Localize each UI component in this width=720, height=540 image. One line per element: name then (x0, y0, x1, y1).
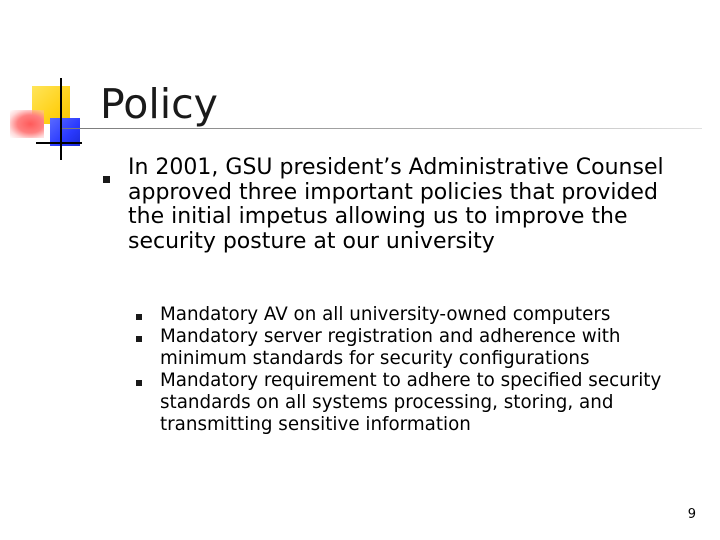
page-number: 9 (687, 507, 696, 522)
sub-bullet-item (136, 326, 706, 370)
sub-bullet-item (136, 304, 706, 326)
sub-bullet-text: Mandatory server registration and adherence with minimum standards for security configurations (160, 326, 621, 369)
vertical-line-decoration (60, 78, 62, 160)
square-bullet-icon (136, 314, 142, 320)
short-horizontal-line-decoration (36, 142, 82, 144)
main-bullet-text: In 2001, GSU president’s Administrative Counsel approved three important policies that provided the initial impetus allowing us to improve the security posture at our university (128, 155, 664, 254)
yellow-square-decoration (32, 86, 70, 124)
sub-bullet-list (136, 304, 706, 436)
square-bullet-icon (103, 176, 110, 183)
red-square-decoration (10, 110, 44, 138)
sub-bullet-text: Mandatory AV on all university-owned computers (160, 304, 611, 325)
sub-bullet-item (136, 370, 706, 436)
slide-title: Policy (100, 80, 218, 128)
sub-bullet-text: Mandatory requirement to adhere to specified security standards on all systems processing, storing, and transmitting sensitive information (160, 370, 662, 435)
square-bullet-icon (136, 336, 142, 342)
square-bullet-icon (136, 380, 142, 386)
blue-square-decoration (50, 118, 80, 146)
